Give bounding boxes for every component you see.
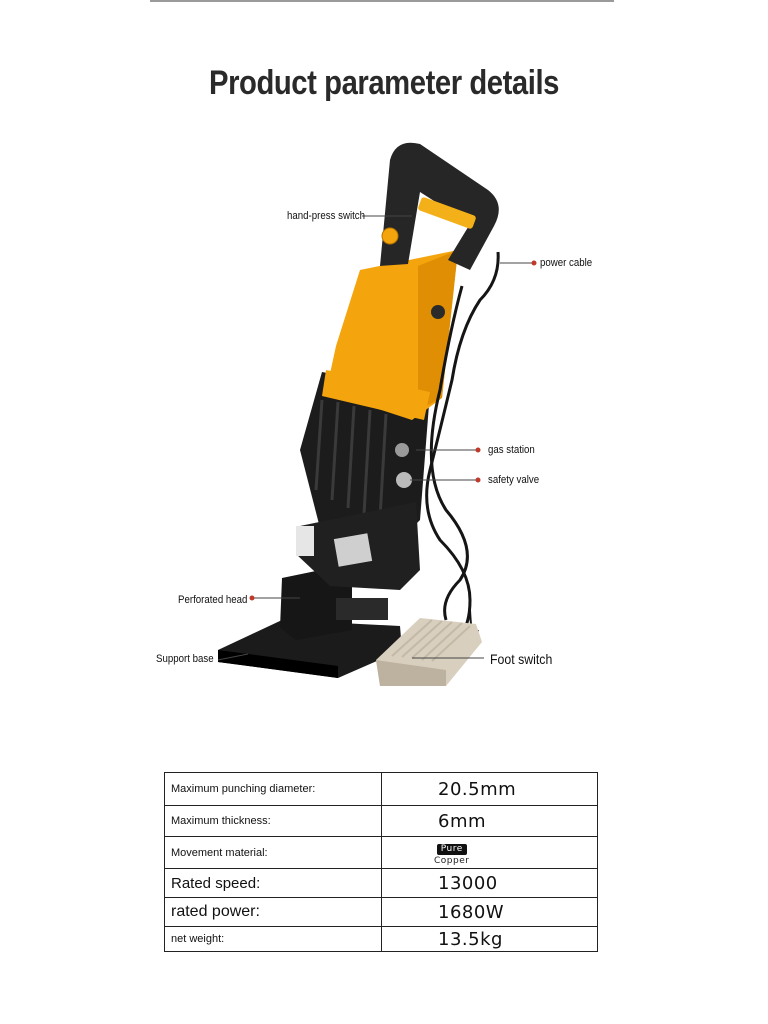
callout-foot-switch: Foot switch [490, 651, 553, 667]
table-row [165, 806, 598, 837]
material-label [434, 837, 469, 866]
product-figure [0, 130, 768, 730]
callout-gas-station: gas station [488, 444, 535, 456]
parameter-table [164, 772, 598, 952]
param-value: 20.5mm [382, 773, 598, 806]
table-row [165, 773, 598, 806]
param-key: Movement material: [165, 837, 382, 869]
param-value: 6mm [382, 806, 598, 837]
callout-perforated-head: Perforated head [178, 594, 248, 606]
material-top: Pure [437, 844, 467, 855]
top-divider [150, 0, 614, 2]
callout-support-base: Support base [156, 653, 214, 665]
param-key: net weight: [165, 927, 382, 952]
param-key: Rated speed: [165, 869, 382, 898]
table-row [165, 927, 598, 952]
callout-hand-press-switch: hand-press switch [287, 210, 366, 222]
table-row [165, 869, 598, 898]
param-key: Maximum thickness: [165, 806, 382, 837]
material-bottom: Copper [434, 856, 470, 866]
param-value [382, 837, 598, 869]
param-key: Maximum punching diameter: [165, 773, 382, 806]
page-title: Product parameter details [208, 64, 559, 102]
param-value: 13.5kg [382, 927, 598, 952]
table-row [165, 837, 598, 869]
param-key: rated power: [165, 898, 382, 927]
param-value: 1680W [382, 898, 598, 927]
param-value: 13000 [382, 869, 598, 898]
callout-power-cable: power cable [540, 257, 593, 269]
callout-safety-valve: safety valve [488, 474, 540, 486]
table-row [165, 898, 598, 927]
hydraulic-punch-illustration [0, 130, 768, 730]
